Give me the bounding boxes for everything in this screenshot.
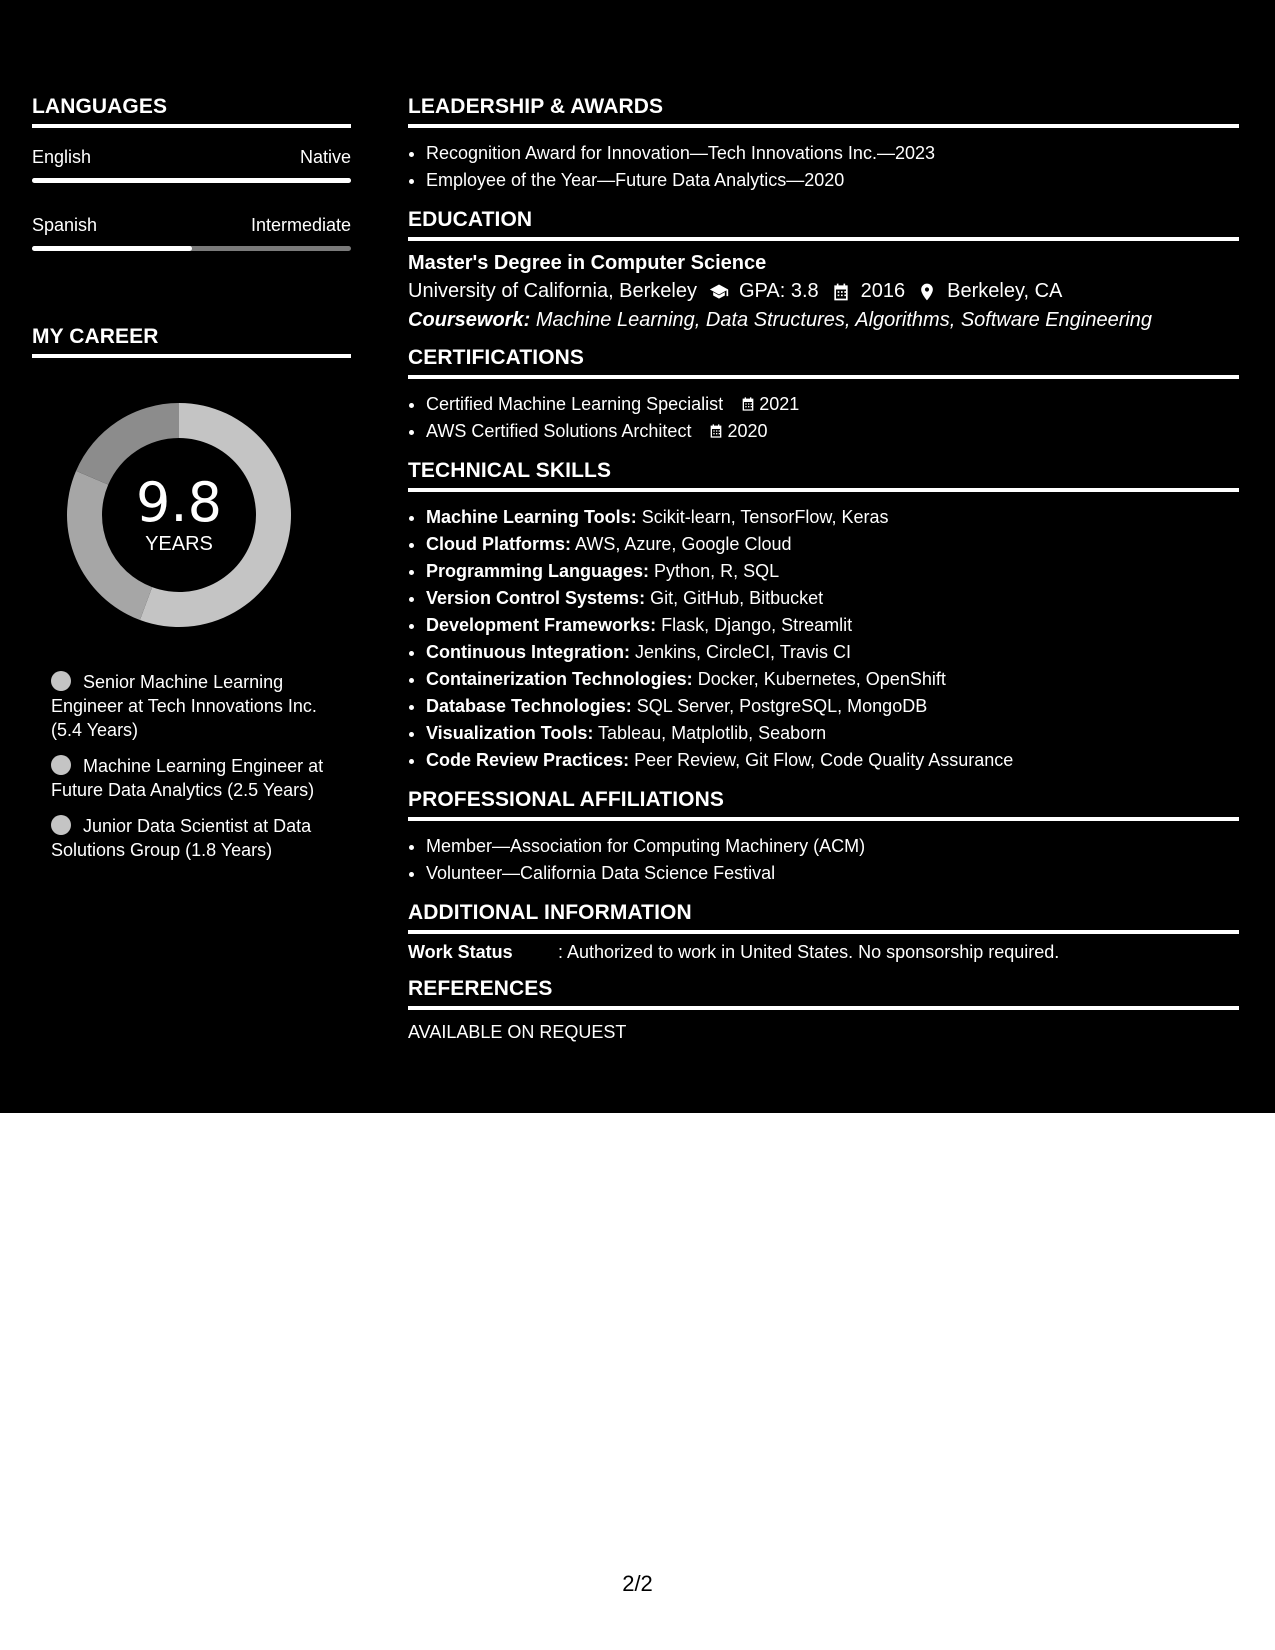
additional-key: Work Status [408,942,513,962]
list-item: • Recognition Award for Innovation—Tech Innovations Inc.—2023 [426,140,1239,167]
skills-title: TECHNICAL SKILLS [408,459,1239,492]
career-item [51,670,341,742]
language-level: Native [299,147,351,167]
list-item [426,585,1239,612]
language-proficiency-fill [32,246,192,251]
references-title: REFERENCES [408,977,1239,1010]
skill-value: Tableau, Matplotlib, Seaborn [598,723,827,743]
skill-label: Machine Learning Tools: [426,507,637,527]
list-item [426,639,1239,666]
education-coursework [408,309,1239,332]
calendar-icon [740,396,756,412]
education-year: 2016 [860,280,906,302]
list-item: • Member—Association for Computing Machinery (ACM) [426,833,1239,860]
list-item [426,693,1239,720]
skill-value: Flask, Django, Streamlit [661,615,853,635]
skill-value: Peer Review, Git Flow, Code Quality Assurance [634,750,1014,770]
list-item: • Employee of the Year—Future Data Analytics—2020 [426,167,1239,194]
references-section [408,977,1239,1043]
list-item [426,504,1239,531]
language-proficiency-bar [32,178,351,183]
main-column [408,95,1239,1057]
affiliations-title: PROFESSIONAL AFFILIATIONS [408,788,1239,821]
language-name: Spanish [32,215,98,235]
donut-center [66,402,292,628]
certifications-list [408,391,1239,445]
skills-list [408,504,1239,774]
skill-label: Visualization Tools: [426,723,594,743]
career-total-unit: YEARS [145,532,213,555]
skill-value: Python, R, SQL [654,561,780,581]
coursework-label: Coursework: [408,309,531,331]
education-school: University of California, Berkeley [408,280,697,302]
sidebar [32,95,351,874]
list-item [426,666,1239,693]
leadership-section [408,95,1239,194]
career-donut-chart [66,402,292,628]
education-section [408,208,1239,332]
list-item [426,418,1239,445]
career-item-label: Junior Data Scientist at Data Solutions Group (1.8 Years) [51,816,312,860]
certification-year: 2021 [759,394,800,414]
career-item [51,754,341,802]
graduation-cap-icon [709,282,729,302]
skill-label: Continuous Integration: [426,642,630,662]
leadership-title: LEADERSHIP & AWARDS [408,95,1239,128]
list-item [426,612,1239,639]
language-proficiency-bar [32,246,351,251]
references-text: AVAILABLE ON REQUEST [408,1022,627,1042]
certification-name: AWS Certified Solutions Architect [426,421,692,441]
additional-title: ADDITIONAL INFORMATION [408,901,1239,934]
list-item: • Volunteer—California Data Science Festival [426,860,1239,887]
career-total-years: 9.8 [136,470,222,534]
career-item-label: Senior Machine Learning Engineer at Tech Innovations Inc. (5.4 Years) [51,672,317,740]
certifications-section [408,346,1239,445]
language-proficiency-fill [32,178,351,183]
education-location: Berkeley, CA [947,280,1063,302]
certification-year: 2020 [727,421,768,441]
additional-value: : Authorized to work in United States. No sponsorship required. [558,942,1060,962]
career-list [51,670,341,862]
coursework-value: Machine Learning, Data Structures, Algorithms, Software Engineering [535,309,1153,331]
leadership-list [408,140,1239,194]
skill-value: AWS, Azure, Google Cloud [575,534,792,554]
skill-label: Version Control Systems: [426,588,646,608]
affiliations-list [408,833,1239,887]
skills-section [408,459,1239,774]
skill-value: Docker, Kubernetes, OpenShift [697,669,946,689]
education-title: EDUCATION [408,208,1239,241]
language-level: Intermediate [250,215,351,235]
education-details [408,280,1239,303]
bullet-dot-icon [51,671,71,691]
bullet-dot-icon [51,815,71,835]
skill-label: Cloud Platforms: [426,534,572,554]
skill-label: Development Frameworks: [426,615,657,635]
languages-title: LANGUAGES [32,95,351,128]
list-item [426,391,1239,418]
career-item-label: Machine Learning Engineer at Future Data Analytics (2.5 Years) [51,756,324,800]
skill-label: Database Technologies: [426,696,632,716]
skill-label: Programming Languages: [426,561,650,581]
education-degree: Master's Degree in Computer Science [408,252,767,274]
skill-label: Code Review Practices: [426,750,630,770]
certification-name: Certified Machine Learning Specialist [426,394,724,414]
additional-row [408,942,1239,963]
skill-value: Jenkins, CircleCI, Travis CI [634,642,852,662]
skill-value: Git, GitHub, Bitbucket [650,588,824,608]
location-pin-icon [917,282,937,302]
language-name: English [32,147,92,167]
affiliations-section [408,788,1239,887]
language-row [32,147,351,168]
list-item [426,558,1239,585]
certifications-title: CERTIFICATIONS [408,346,1239,379]
list-item [426,747,1239,774]
bullet-dot-icon [51,755,71,775]
skill-label: Containerization Technologies: [426,669,693,689]
skill-value: Scikit-learn, TensorFlow, Keras [641,507,889,527]
career-title: MY CAREER [32,325,351,358]
calendar-icon [708,423,724,439]
career-item [51,814,341,862]
calendar-icon [831,282,851,302]
education-gpa: GPA: 3.8 [739,280,819,302]
list-item [426,720,1239,747]
page-number: 2/2 [622,1571,653,1596]
additional-section [408,901,1239,963]
language-row [32,215,351,236]
list-item [426,531,1239,558]
skill-value: SQL Server, PostgreSQL, MongoDB [636,696,928,716]
